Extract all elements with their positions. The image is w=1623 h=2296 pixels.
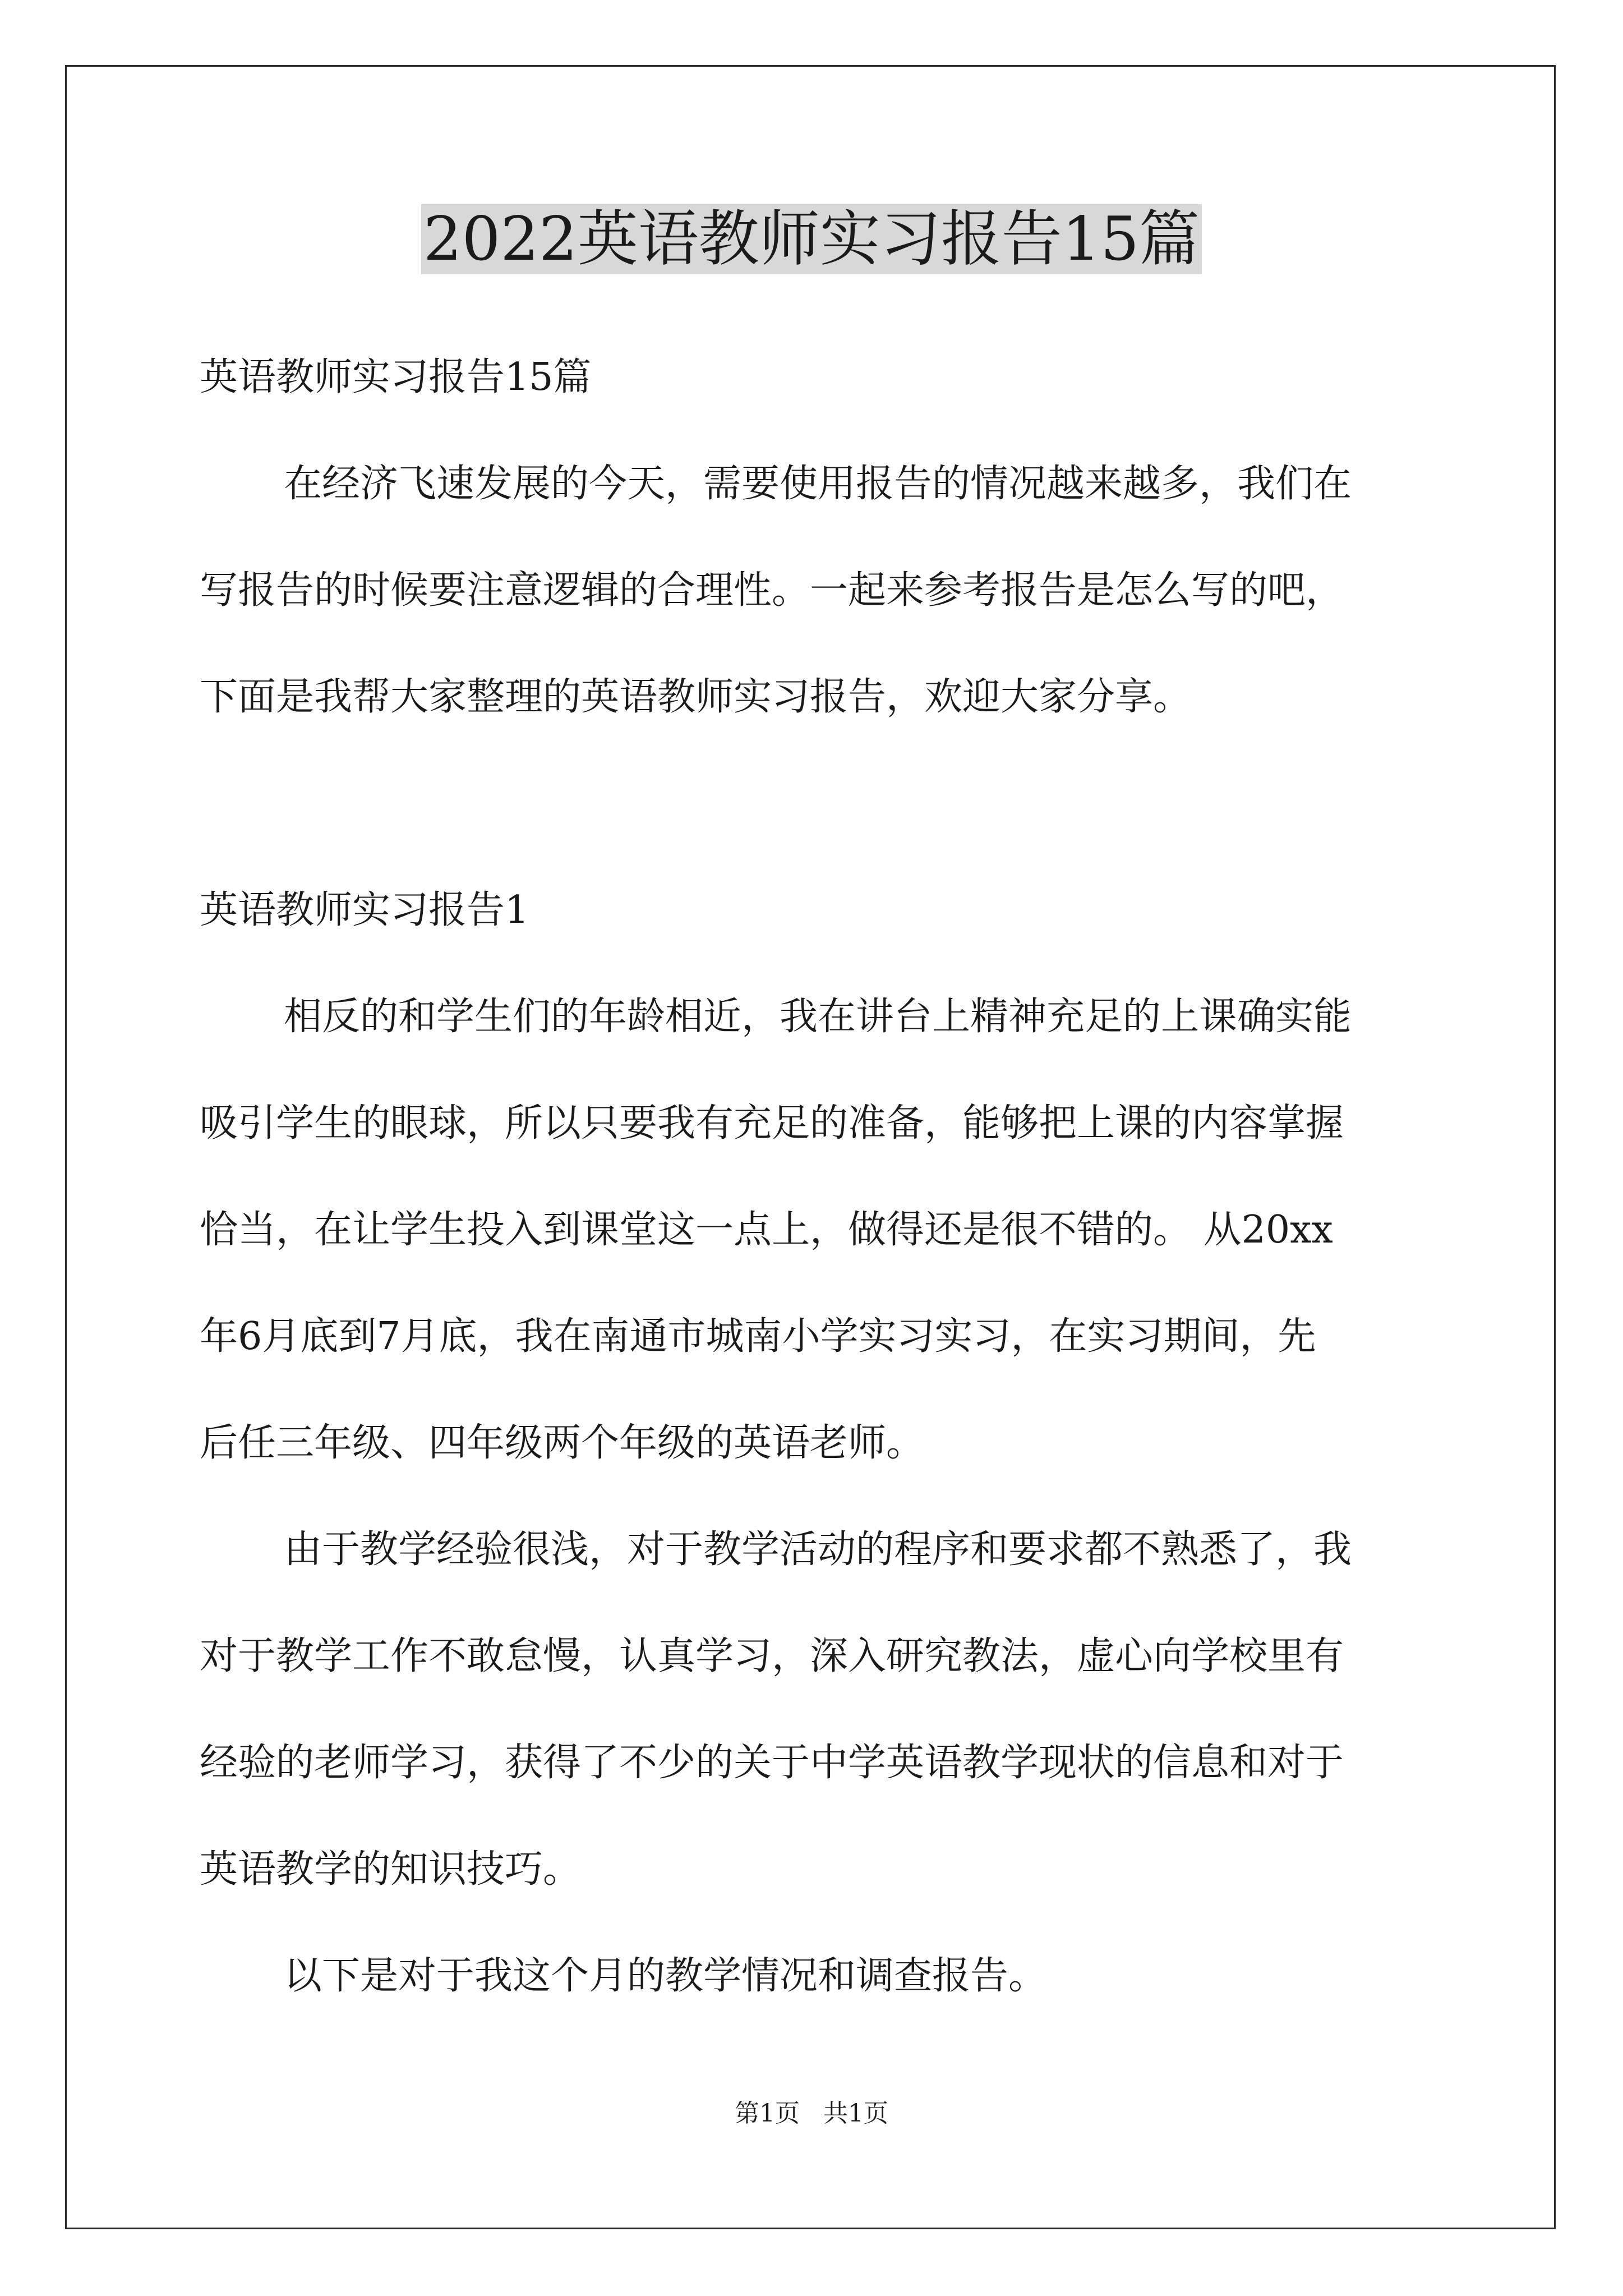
intro-line-1: 在经济飞速发展的今天，需要使用报告的情况越来越多，我们在: [284, 462, 1352, 506]
page-footer: 第1页 共1页: [735, 2099, 888, 2128]
intro-line-3: 下面是我帮大家整理的英语教师实习报告，欢迎大家分享。: [200, 675, 1192, 719]
para2-line-3: 经验的老师学习，获得了不少的关于中学英语教学现状的信息和对于: [200, 1741, 1344, 1785]
para1-line-3: 恰当，在让学生投入到课堂这一点上，做得还是很不错的。 从20xx: [200, 1208, 1333, 1252]
para2-line-1: 由于教学经验很浅，对于教学活动的程序和要求都不熟悉了，我: [284, 1527, 1352, 1572]
document-subtitle: 英语教师实习报告15篇: [200, 355, 592, 399]
para1-line-4: 年6月底到7月底，我在南通市城南小学实习实习，在实习期间，先: [200, 1314, 1316, 1359]
para1-line-2: 吸引学生的眼球，所以只要我有充足的准备，能够把上课的内容掌握: [200, 1101, 1344, 1145]
para1-line-1: 相反的和学生们的年龄相近，我在讲台上精神充足的上课确实能: [284, 995, 1352, 1039]
document-title-text: 2022英语教师实习报告15篇: [421, 204, 1202, 274]
para3-line-1: 以下是对于我这个月的教学情况和调查报告。: [284, 1954, 1047, 1998]
section-heading: 英语教师实习报告1: [200, 888, 529, 932]
document-title: [0, 203, 1623, 276]
intro-line-2: 写报告的时候要注意逻辑的合理性。一起来参考报告是怎么写的吧，: [200, 568, 1344, 613]
para1-line-5: 后任三年级、四年级两个年级的英语老师。: [200, 1421, 925, 1465]
para2-line-2: 对于教学工作不敢怠慢，认真学习，深入研究教法，虚心向学校里有: [200, 1634, 1344, 1678]
para2-line-4: 英语教学的知识技巧。: [200, 1847, 582, 1892]
